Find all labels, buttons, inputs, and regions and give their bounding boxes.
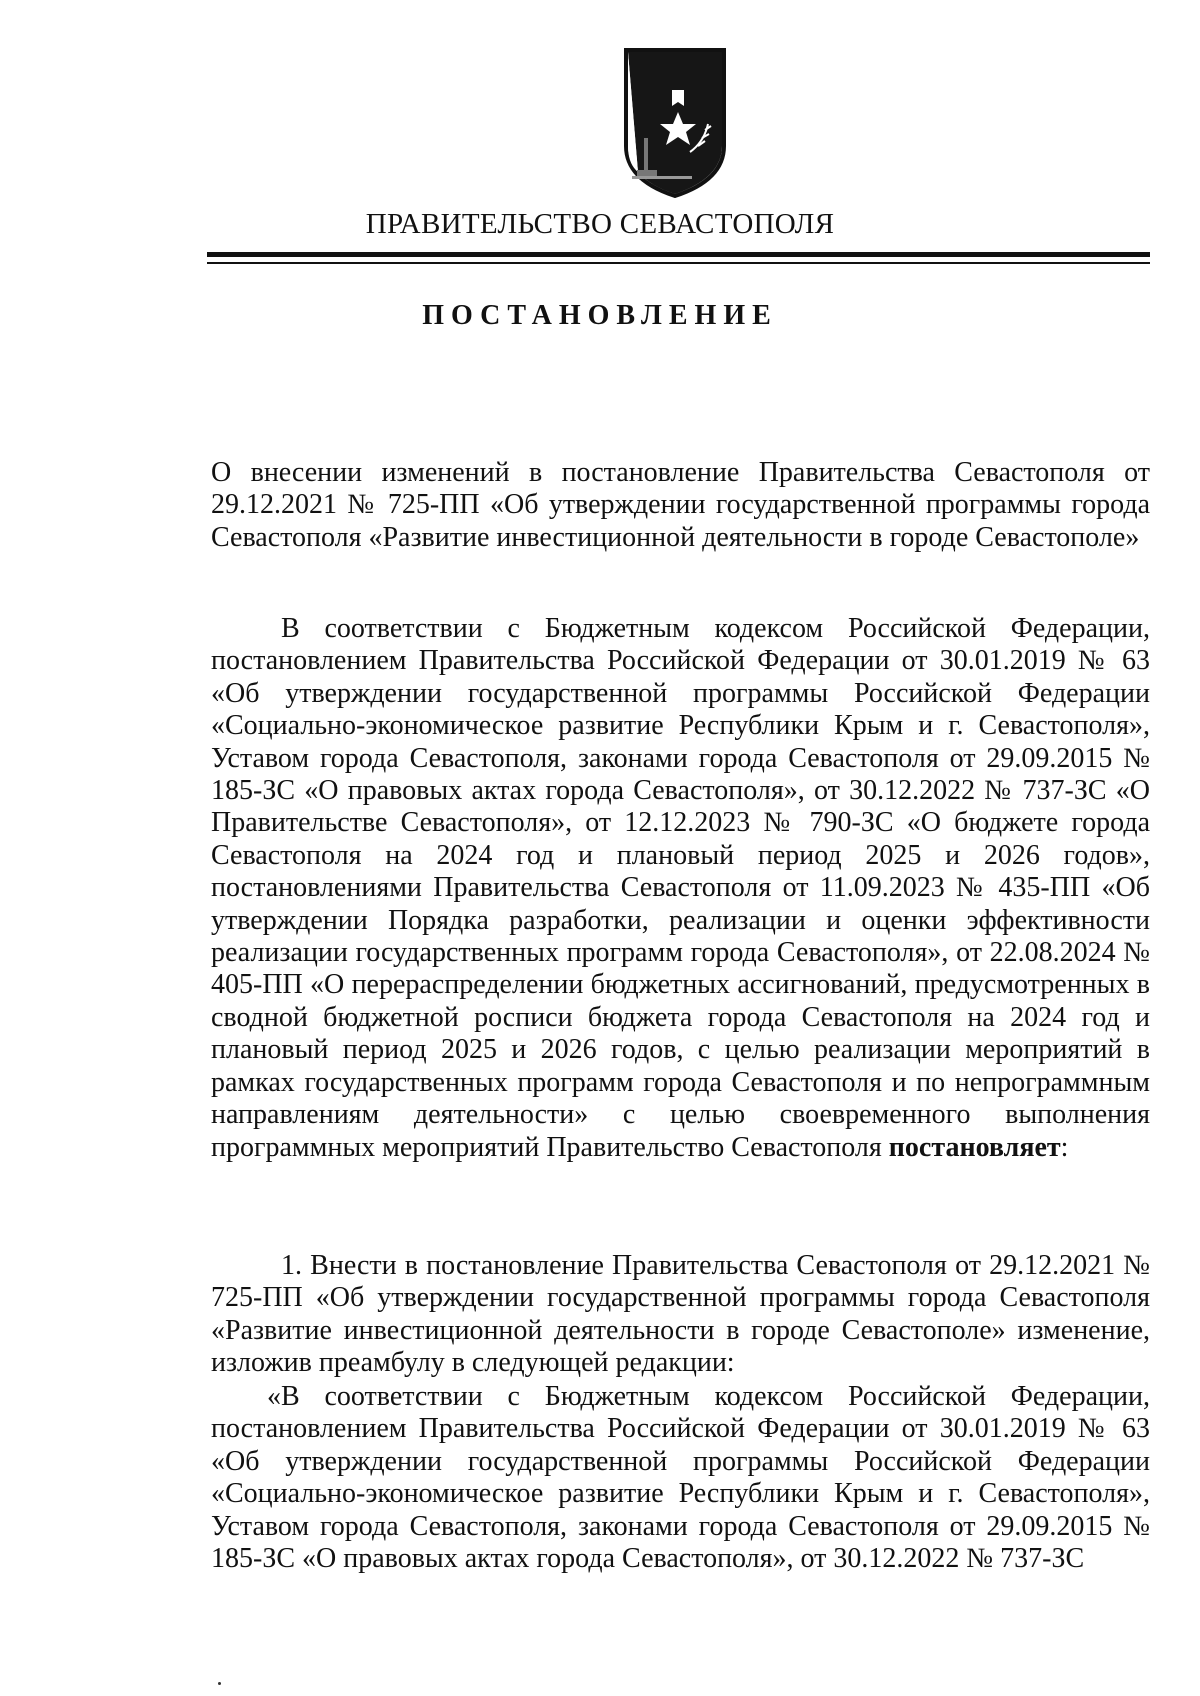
header-divider-thin: [207, 262, 1150, 264]
preamble: [211, 613, 1150, 1164]
org-name: ПРАВИТЕЛЬСТВО СЕВАСТОПОЛЯ: [365, 208, 835, 240]
preamble-paragraph: [211, 613, 1150, 1164]
header-divider-thick: [207, 252, 1150, 257]
document-type-heading: ПОСТАНОВЛЕНИЕ: [422, 300, 778, 331]
quoted-preamble: [211, 1381, 1150, 1575]
preamble-text: В соответствии с Бюджетным кодексом Российской Федерации, постановлением Правительства Российской Федерации от 30.01.2019 № 63 «Об утверждении государственной программы Российской Федерации «Социально-экономическое развитие Республики Крым и г. Севастополя», Уставом города Севастополя, законами города Севастополя от 29.09.2015 № 185-ЗС «О правовых актах города Севастополя», от 30.12.2022 № 737-ЗС «О Правительстве Севастополя», от 12.12.2023 № 790-ЗС «О бюджете города Севастополя на 2024 год и плановый период 2025 и 2026 годов», постановлениями Правительства Севастополя от 11.09.2023 № 435-ПП «Об утверждении Порядка разработки, реализации и оценки эффективности реализации государственных программ города Севастополя», от 22.08.2024 № 405-ПП «О перераспределении бюджетных ассигнований, предусмотренных в сводной бюджетной росписи бюджета города Севастополя на 2024 год и плановый период 2025 и 2026 годов, с целью реализации мероприятий в рамках государственных программ города Севастополя и по непрограммным направлениям деятельности» с целью своевременного выполнения программных мероприятий Правительство Севастополя: [211, 613, 1150, 1163]
sevastopol-coat-of-arms-icon: [620, 46, 730, 198]
document-title-text: О внесении изменений в постановление Правительства Севастополя от 29.12.2021 № 725-ПП «Об утверждении государственной программы города Севастополя «Развитие инвестиционной деятельности в городе Севастополе»: [211, 457, 1150, 553]
quoted-preamble-text: «В соответствии с Бюджетным кодексом Российской Федерации, постановлением Правительства Российской Федерации от 30.01.2019 № 63 «Об утверждении государственной программы Российской Федерации «Социально-экономическое развитие Республики Крым и г. Севастополя», Уставом города Севастополя, законами города Севастополя от 29.09.2015 № 185-ЗС «О правовых актах города Севастополя», от 30.12.2022 № 737-ЗС: [211, 1381, 1150, 1575]
scan-mark: [218, 1682, 221, 1685]
document-title: [211, 457, 1150, 554]
item-1: [211, 1250, 1150, 1380]
decree-word: постановляет: [888, 1131, 1061, 1163]
decree-colon: :: [1060, 1131, 1069, 1163]
item-1-text: 1. Внести в постановление Правительства Севастополя от 29.12.2021 № 725-ПП «Об утверждении государственной программы города Севастополя «Развитие инвестиционной деятельности в городе Севастополе» изменение, изложив преамбулу в следующей редакции:: [211, 1250, 1150, 1379]
